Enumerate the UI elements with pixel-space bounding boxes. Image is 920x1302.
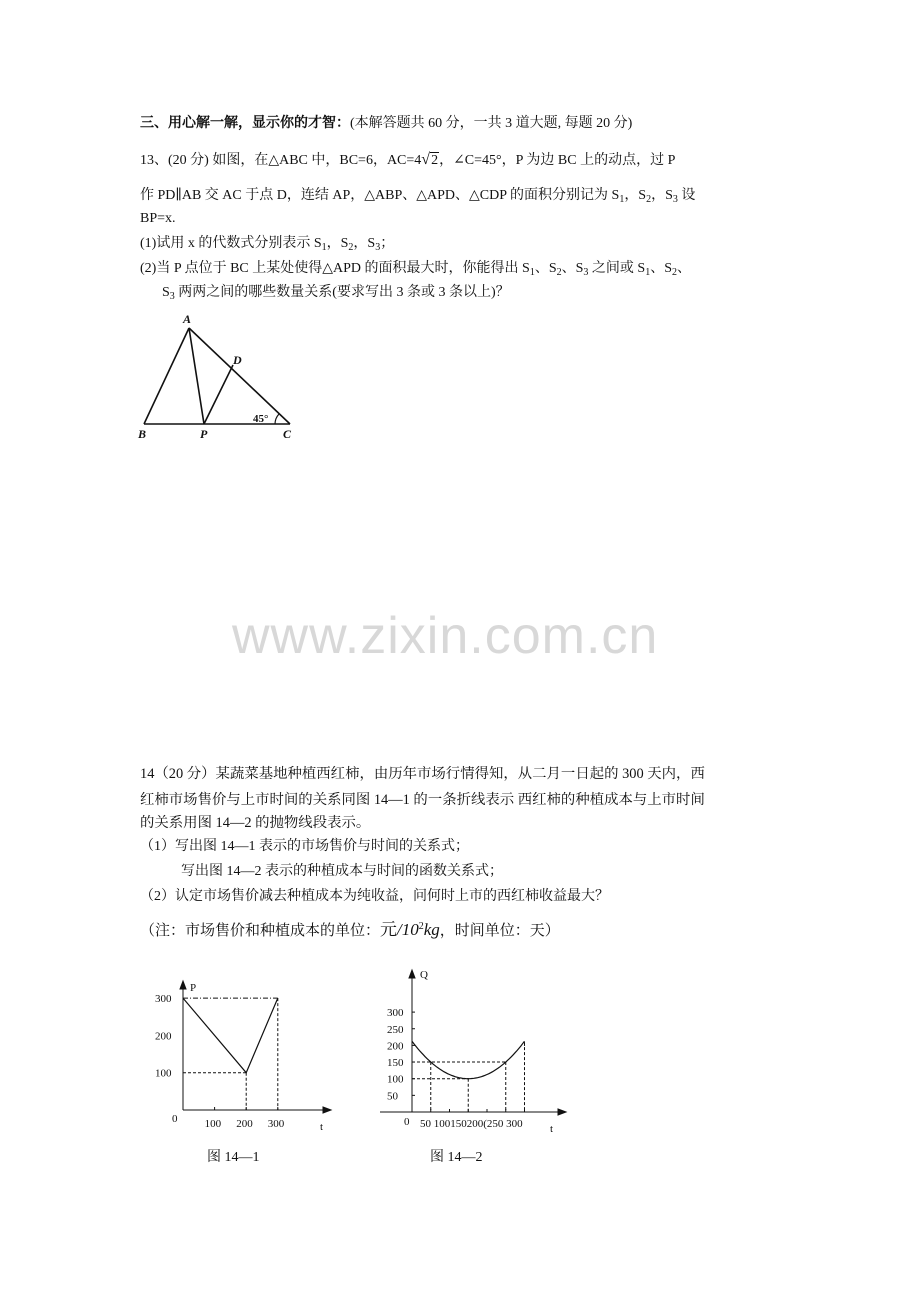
sqrt-radicand: 2 [431,153,439,168]
q13-part2-text-a: (2)当 P 点位于 BC 上某处使得△APD 的面积最大时，你能得出 S [140,261,530,276]
subscript: 1 [321,242,327,253]
q13-line2-text-c: ，S [651,188,673,203]
subscript: 3 [375,242,381,253]
subscript: 1 [619,194,625,205]
subscript: 2 [348,242,354,253]
q14-note [140,920,560,941]
figure-14-2-caption: 图 14—2 [430,1150,483,1165]
q13-line1-text-a: 13、(20 分) 如图，在△ABC 中，BC=6，AC=4 [140,153,422,168]
q14-part1b: 写出图 14—2 表示的种植成本与时间的函数关系式； [181,864,503,879]
data-point [411,1045,412,1046]
triangle-figure [130,310,305,445]
unit-exponent: 2 [418,921,424,932]
segment-ab [144,328,189,424]
x-axis-arrow [558,1109,566,1115]
q13-line2-text-d: 设 [677,188,696,203]
label-p: P [200,427,208,441]
q13-part2-line2 [162,283,510,303]
origin-label: 0 [172,1113,178,1125]
data-point [468,1078,469,1079]
subscript: 3 [169,291,175,302]
q13-part2-text-c: 、S [561,261,584,276]
section-heading-bold: 三、用心解一解，显示你的才智： [140,116,350,131]
watermark: www.zixin.com.cn [232,607,659,665]
y-tick-label: 200 [155,1030,172,1043]
subscript: 2 [646,194,652,205]
y-tick-label: 200 [387,1040,404,1053]
y-tick-label: 150 [387,1057,404,1070]
data-point [524,1045,525,1046]
segment-pd [204,365,233,424]
q13-line1-text-b: ，∠C=45°，P 为边 BC 上的动点，过 P [439,153,676,168]
q13-part2-line2-text-a: S [162,285,170,300]
data-point [505,1061,506,1062]
y-axis-label: P [190,982,197,994]
label-c: C [283,427,292,441]
y-axis-arrow [409,970,415,978]
figure-14-1 [150,975,340,1140]
price-polyline [183,998,278,1073]
unit-kg: kg [423,920,440,939]
q13-part2-text-d: 之间或 S [588,261,646,276]
x-tick-label: 300 [267,1118,285,1130]
q13-line1 [140,150,675,171]
section-heading [140,114,632,134]
y-axis-arrow [180,981,186,989]
q13-line3: BP=x. [140,211,176,226]
label-b: B [138,427,147,441]
x-tick-label: 200 [236,1118,253,1130]
q14-part1: （1）写出图 14—1 表示的市场售价与时间的关系式； [140,839,469,854]
label-a: A [183,312,192,326]
q14-part2: （2）认定市场售价减去种植成本为纯收益，问何时上市的西红柿收益最大？ [140,889,609,904]
q13-line2-text-b: ，S [624,188,647,203]
q14-line1: 14（20 分）某蔬菜基地种植西红柿，由历年市场行情得知，从二月一日起的 300 天内，西 [140,766,705,782]
y-axis-label: Q [420,969,428,981]
q13-part1-text-c: ，S [353,236,376,251]
section-heading-note: (本解答题共 60 分，一共 3 道大题, 每题 20 分) [350,116,633,131]
x-tick-labels: 50 100150200(250 300 [420,1118,523,1130]
x-tick-label: 100 [204,1118,222,1130]
origin-label: 0 [404,1116,410,1128]
subscript: 3 [672,194,678,205]
x-axis-label: t [550,1123,554,1135]
subscript: 2 [556,267,562,278]
q14-note-text-b: ，时间单位：天） [439,923,560,939]
x-axis-label: t [320,1121,324,1133]
q14-line3: 的关系用图 14—2 的抛物线段表示。 [140,815,371,831]
y-tick-label: 250 [387,1023,404,1036]
q13-part1-text-d: ； [380,236,395,251]
sqrt-sign: √ [421,151,431,168]
subscript: 1 [529,267,535,278]
unit-divisor: /10 [397,920,419,939]
segment-ac [189,328,290,424]
angle-arc [275,414,279,424]
figure-14-2 [370,962,570,1142]
data-point [430,1061,431,1062]
y-tick-label: 50 [387,1090,398,1103]
y-tick-label: 300 [155,993,172,1006]
q14-note-text-a: （注：市场售价和种植成本的单位： [140,923,381,939]
q13-part2 [140,259,691,279]
q13-part1-text-b: ，S [326,236,349,251]
q13-part1 [140,234,394,254]
q13-part1-text-a: (1)试用 x 的代数式分别表示 S [140,236,322,251]
x-axis-arrow [323,1107,331,1113]
figure-14-1-caption: 图 14—1 [207,1150,260,1165]
q14-line2: 红柿市场售价与上市时间的关系同图 14—1 的一条折线表示 西红柿的种植成本与上市时间 [140,792,705,808]
segment-ap [189,328,204,424]
q13-line2-text-a: 作 PD∥AB 交 AC 于点 D，连结 AP，△ABP、△APD、△CDP 的面积分别记为 S [140,188,620,203]
q13-part2-text-b: 、S [534,261,557,276]
q13-part2-text-e: 、S [650,261,673,276]
q13-part2-text-f: 、 [677,261,692,276]
unit-yuan: 元 [380,920,398,939]
y-tick-label: 100 [155,1067,172,1080]
cost-parabola [412,1041,525,1079]
subscript: 1 [645,267,651,278]
q13-line2 [140,186,695,206]
y-tick-label: 100 [387,1073,404,1086]
subscript: 3 [583,267,589,278]
q13-part2-line2-text-b: 两两之间的哪些数量关系(要求写出 3 条或 3 条以上)？ [174,285,510,300]
subscript: 2 [672,267,678,278]
y-tick-label: 300 [387,1007,404,1020]
label-d: D [233,353,242,367]
label-angle: 45° [253,413,269,425]
